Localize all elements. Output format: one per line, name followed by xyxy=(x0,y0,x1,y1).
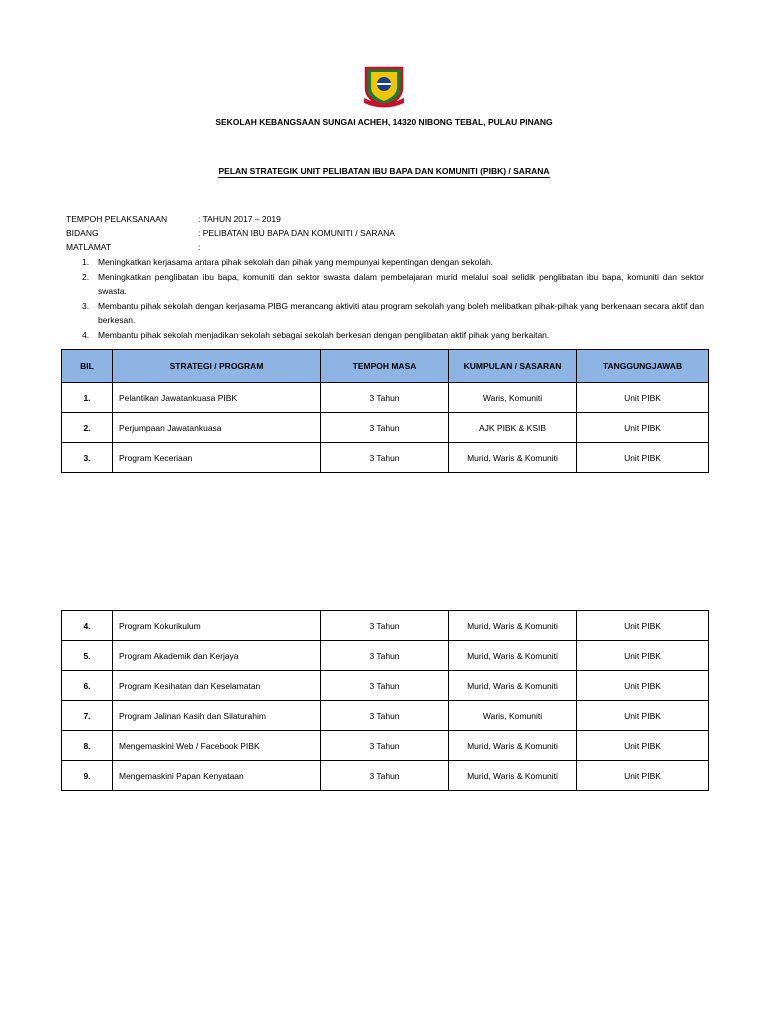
cell-bil: 7. xyxy=(62,701,113,731)
cell-tanggungjawab: Unit PIBK xyxy=(577,611,709,641)
cell-kumpulan: Murid, Waris & Komuniti xyxy=(449,443,577,473)
school-name: SEKOLAH KEBANGSAAN SUNGAI ACHEH, 14320 NIBONG TEBAL, PULAU PINANG xyxy=(215,117,553,127)
cell-program: Program Keceriaan xyxy=(113,443,321,473)
cell-kumpulan: Murid, Waris & Komuniti xyxy=(449,731,577,761)
strategy-table-part1 xyxy=(61,349,709,473)
strategy-table-part2 xyxy=(61,610,709,791)
meta-key: TEMPOH PELAKSANAAN xyxy=(66,214,168,224)
school-crest-icon xyxy=(360,62,408,110)
cell-tanggungjawab: Unit PIBK xyxy=(577,761,709,791)
meta-value: : PELIBATAN IBU BAPA DAN KOMUNITI / SARANA xyxy=(198,228,395,238)
goal-item xyxy=(82,270,704,299)
cell-tanggungjawab: Unit PIBK xyxy=(577,443,709,473)
cell-kumpulan: Murid, Waris & Komuniti xyxy=(449,641,577,671)
cell-tempoh: 3 Tahun xyxy=(321,761,449,791)
cell-kumpulan: AJK PIBK & KSIB xyxy=(449,413,577,443)
table-row xyxy=(62,641,709,671)
goal-text: Membantu pihak sekolah dengan kerjasama PIBG merancang aktiviti atau program sekolah yang boleh melibatkan pihak-pihak yang berkenaan secara aktif dan berkesan. xyxy=(98,300,704,325)
cell-tanggungjawab: Unit PIBK xyxy=(577,701,709,731)
meta-value: : xyxy=(198,242,201,252)
cell-kumpulan: Murid, Waris & Komuniti xyxy=(449,671,577,701)
meta-key: BIDANG xyxy=(66,228,99,238)
cell-tempoh: 3 Tahun xyxy=(321,611,449,641)
goal-item xyxy=(82,328,704,343)
cell-tempoh: 3 Tahun xyxy=(321,413,449,443)
cell-tanggungjawab: Unit PIBK xyxy=(577,413,709,443)
cell-bil: 6. xyxy=(62,671,113,701)
cell-program: Program Kokurikulum xyxy=(113,611,321,641)
cell-bil: 2. xyxy=(62,413,113,443)
goal-text: Meningkatkan kerjasama antara pihak sekolah dan pihak yang mempunyai kepentingan dengan sekolah. xyxy=(98,257,494,267)
table-row xyxy=(62,671,709,701)
table-row xyxy=(62,761,709,791)
cell-tempoh: 3 Tahun xyxy=(321,731,449,761)
goal-item xyxy=(82,255,704,270)
cell-program: Pelantikan Jawatankuasa PIBK xyxy=(113,383,321,413)
cell-tempoh: 3 Tahun xyxy=(321,641,449,671)
goal-number: 1. xyxy=(82,257,90,267)
header-program: STRATEGI / PROGRAM xyxy=(113,350,321,383)
cell-program: Mengemaskini Papan Kenyataan xyxy=(113,761,321,791)
meta-key: MATLAMAT xyxy=(66,242,112,252)
table-row xyxy=(62,413,709,443)
cell-bil: 8. xyxy=(62,731,113,761)
goal-number: 4. xyxy=(82,329,90,340)
cell-kumpulan: Murid, Waris & Komuniti xyxy=(449,761,577,791)
cell-program: Program Kesihatan dan Keselamatan xyxy=(113,671,321,701)
cell-bil: 1. xyxy=(62,383,113,413)
goal-item xyxy=(82,299,704,328)
goals-list xyxy=(82,255,704,342)
cell-tanggungjawab: Unit PIBK xyxy=(577,731,709,761)
goal-number: 3. xyxy=(82,300,90,311)
cell-bil: 5. xyxy=(62,641,113,671)
cell-tempoh: 3 Tahun xyxy=(321,383,449,413)
page-title-text: PELAN STRATEGIK UNIT PELIBATAN IBU BAPA DAN KOMUNITI (PIBK) / SARANA xyxy=(218,166,550,176)
cell-tempoh: 3 Tahun xyxy=(321,671,449,701)
goal-text: Meningkatkan penglibatan ibu bapa, komuniti dan sektor swasta dalam pembelajaran murid melalui soal selidik penglibatan ibu bapa, komuniti dan sektor swasta. xyxy=(98,271,704,296)
table-header-row xyxy=(62,350,709,383)
header-bil: BIL xyxy=(62,350,113,383)
header-tempoh: TEMPOH MASA xyxy=(321,350,449,383)
cell-bil: 9. xyxy=(62,761,113,791)
cell-tanggungjawab: Unit PIBK xyxy=(577,641,709,671)
cell-program: Perjumpaan Jawatankuasa xyxy=(113,413,321,443)
cell-kumpulan: Waris, Komuniti xyxy=(449,383,577,413)
cell-bil: 4. xyxy=(62,611,113,641)
table-row xyxy=(62,443,709,473)
cell-tanggungjawab: Unit PIBK xyxy=(577,383,709,413)
goal-number: 2. xyxy=(82,271,90,282)
cell-tempoh: 3 Tahun xyxy=(321,701,449,731)
cell-kumpulan: Waris, Komuniti xyxy=(449,701,577,731)
cell-program: Program Akademik dan Kerjaya xyxy=(113,641,321,671)
cell-kumpulan: Murid, Waris & Komuniti xyxy=(449,611,577,641)
header-tanggungjawab: TANGGUNGJAWAB xyxy=(577,350,709,383)
cell-tempoh: 3 Tahun xyxy=(321,443,449,473)
cell-bil: 3. xyxy=(62,443,113,473)
cell-program: Program Jalinan Kasih dan Silaturahim xyxy=(113,701,321,731)
cell-program: Mengemaskini Web / Facebook PIBK xyxy=(113,731,321,761)
header-kumpulan: KUMPULAN / SASARAN xyxy=(449,350,577,383)
cell-tanggungjawab: Unit PIBK xyxy=(577,671,709,701)
table-row xyxy=(62,731,709,761)
goal-text: Membantu pihak sekolah menjadikan sekolah sebagai sekolah berkesan dengan penglibatan aktif pihak yang berkaitan. xyxy=(98,329,550,340)
page-title xyxy=(0,166,768,176)
table-row xyxy=(62,701,709,731)
meta-value: : TAHUN 2017 – 2019 xyxy=(198,214,281,224)
table-row xyxy=(62,611,709,641)
table-row xyxy=(62,383,709,413)
